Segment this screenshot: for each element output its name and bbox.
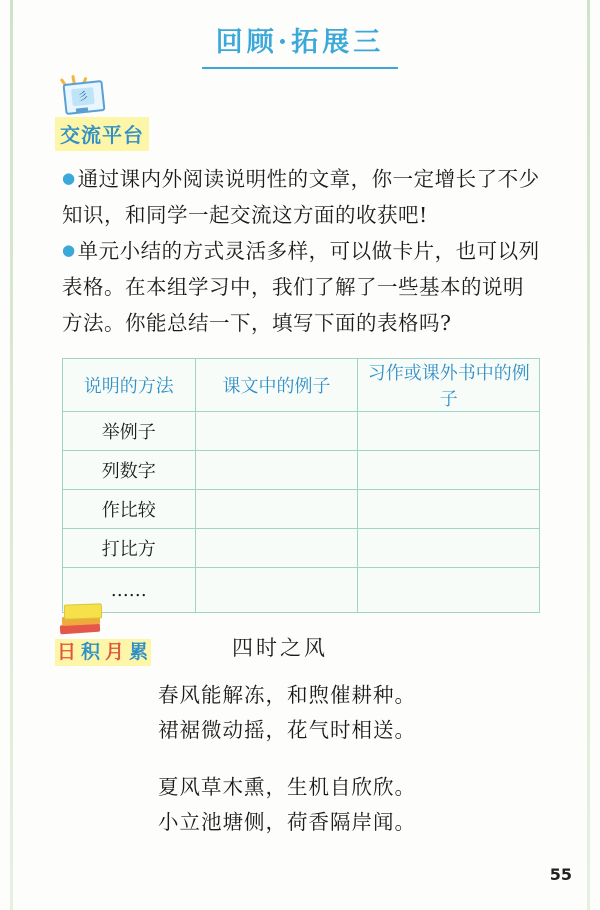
table-row [63, 451, 540, 490]
poem-title: 四时之风 [232, 636, 328, 660]
paragraph-1 [62, 160, 540, 233]
table-cell[interactable] [195, 412, 358, 451]
table-row [63, 412, 540, 451]
table-header-cell: 课文中的例子 [195, 359, 358, 412]
monitor-screen: 彡 [71, 87, 95, 106]
page-title-wrapper [0, 18, 600, 69]
poem-line: 裙裾微动摇，花气时相送。 [158, 718, 416, 742]
label-char-1: 日 [55, 639, 79, 666]
page-border-right [587, 0, 590, 910]
page-border-left [10, 0, 13, 910]
page-title: 回顾·拓展三 [202, 18, 398, 69]
page-number: 55 [549, 865, 572, 884]
table-cell[interactable] [358, 568, 540, 613]
table-cell: 列数字 [63, 451, 196, 490]
table-cell: 举例子 [63, 412, 196, 451]
paragraph-2 [62, 232, 540, 341]
bullet-icon: ● [62, 241, 76, 259]
table-cell[interactable] [358, 490, 540, 529]
paragraph-1-text: 通过课内外阅读说明性的文章，你一定增长了不少知识，和同学一起交流这方面的收获吧! [62, 167, 540, 227]
table-cell[interactable] [195, 568, 358, 613]
section-label-riji [55, 637, 151, 664]
section-label-jiaoliu: 交流平台 [55, 117, 149, 151]
table-cell: …… [63, 568, 196, 613]
table-cell[interactable] [195, 529, 358, 568]
paragraph-2-text: 单元小结的方式灵活多样，可以做卡片，也可以列表格。在本组学习中，我们了解了一些基本的说明方法。你能总结一下，填写下面的表格吗? [62, 239, 540, 335]
methods-table [62, 358, 540, 613]
poem-stanza-2 [158, 770, 416, 840]
table-row [63, 529, 540, 568]
table-cell[interactable] [195, 451, 358, 490]
table-header-cell: 说明的方法 [63, 359, 196, 412]
table-header-row [63, 359, 540, 412]
table-header-cell: 习作或课外书中的例子 [358, 359, 540, 412]
computer-icon [62, 78, 106, 118]
books-icon [60, 602, 106, 642]
table-cell[interactable] [358, 451, 540, 490]
poem-line: 夏风草木熏，生机自欣欣。 [158, 775, 416, 799]
table-cell[interactable] [195, 490, 358, 529]
poem-stanza-1 [158, 678, 416, 748]
table-row [63, 568, 540, 613]
table-cell[interactable] [358, 412, 540, 451]
table-row [63, 490, 540, 529]
table-cell: 作比较 [63, 490, 196, 529]
label-char-2: 积 [79, 639, 103, 666]
label-char-4: 累 [127, 639, 151, 666]
poem-line: 春风能解冻，和煦催耕种。 [158, 683, 416, 707]
book-shape-yellow [64, 603, 103, 619]
bullet-icon: ● [62, 169, 76, 187]
table-cell[interactable] [358, 529, 540, 568]
poem-line: 小立池塘侧，荷香隔岸闻。 [158, 810, 416, 834]
label-char-3: 月 [103, 639, 127, 666]
table-cell: 打比方 [63, 529, 196, 568]
